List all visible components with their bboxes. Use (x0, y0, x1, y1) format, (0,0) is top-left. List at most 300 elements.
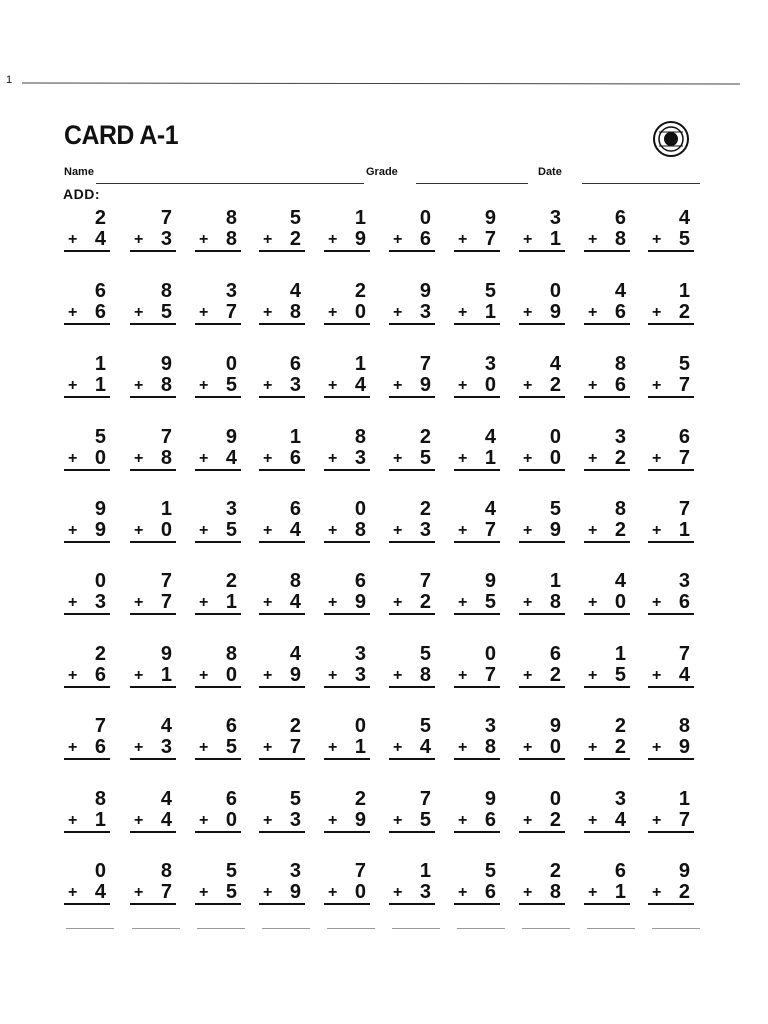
sum-rule (648, 469, 694, 471)
sum-rule (584, 469, 630, 471)
plus-sign: + (199, 739, 209, 756)
addition-problem (389, 861, 443, 921)
addend-top: 0 (549, 426, 561, 448)
plus-sign: + (523, 231, 533, 248)
plus-sign: + (393, 884, 403, 901)
addition-problem (130, 208, 184, 268)
sum-rule (389, 469, 435, 471)
sum-rule (389, 758, 435, 760)
plus-sign: + (652, 522, 662, 539)
sum-rule (259, 541, 305, 543)
plus-sign: + (263, 522, 273, 539)
addition-problem (648, 571, 702, 631)
addend-top: 4 (484, 426, 496, 448)
addend-bottom: 2 (614, 519, 626, 541)
addition-problem (584, 861, 638, 921)
addend-top: 4 (289, 280, 301, 302)
plus-sign: + (523, 450, 533, 467)
addend-bottom: 0 (354, 301, 366, 323)
addend-bottom: 8 (160, 447, 172, 469)
addend-top: 1 (94, 353, 106, 375)
sum-rule (130, 541, 176, 543)
plus-sign: + (523, 594, 533, 611)
plus-sign: + (328, 304, 338, 321)
addend-bottom: 9 (354, 809, 366, 831)
addend-bottom: 6 (94, 664, 106, 686)
addend-bottom: 5 (225, 519, 237, 541)
card-title: CARD A-1 (64, 120, 179, 150)
addend-top: 9 (94, 498, 106, 520)
addition-problem (195, 716, 249, 776)
sum-rule (195, 613, 241, 615)
addend-top: 3 (354, 643, 366, 665)
plus-sign: + (68, 304, 78, 321)
answer-line (327, 928, 375, 929)
addend-bottom: 1 (94, 374, 106, 396)
addend-top: 2 (94, 207, 106, 229)
addition-problem (648, 716, 702, 776)
addition-problem (584, 789, 638, 849)
addend-top: 6 (289, 353, 301, 375)
plus-sign: + (328, 884, 338, 901)
sum-rule (195, 469, 241, 471)
plus-sign: + (588, 304, 598, 321)
addition-problem (454, 789, 508, 849)
addend-top: 2 (354, 788, 366, 810)
plus-sign: + (588, 231, 598, 248)
addend-top: 4 (289, 643, 301, 665)
plus-sign: + (134, 377, 144, 394)
addend-bottom: 2 (614, 447, 626, 469)
sum-rule (389, 831, 435, 833)
addition-problem (64, 281, 118, 341)
addend-bottom: 8 (225, 228, 237, 250)
addend-top: 5 (94, 426, 106, 448)
addend-top: 6 (94, 280, 106, 302)
addition-problem (454, 644, 508, 704)
plus-sign: + (199, 231, 209, 248)
addend-top: 1 (549, 570, 561, 592)
sum-rule (324, 758, 370, 760)
addend-top: 3 (289, 860, 301, 882)
plus-sign: + (328, 812, 338, 829)
addend-bottom: 9 (419, 374, 431, 396)
addend-top: 0 (94, 570, 106, 592)
plus-sign: + (652, 739, 662, 756)
sum-rule (130, 903, 176, 905)
sum-rule (389, 323, 435, 325)
answer-line (392, 928, 440, 929)
addend-top: 5 (419, 643, 431, 665)
addend-top: 2 (419, 498, 431, 520)
addend-top: 6 (289, 498, 301, 520)
sum-rule (195, 758, 241, 760)
addend-top: 6 (354, 570, 366, 592)
addition-problem (259, 354, 313, 414)
addend-top: 1 (354, 353, 366, 375)
addend-bottom: 7 (225, 301, 237, 323)
sum-rule (195, 323, 241, 325)
addition-problem (454, 716, 508, 776)
addend-bottom: 7 (678, 809, 690, 831)
addend-top: 7 (419, 788, 431, 810)
addend-bottom: 2 (289, 228, 301, 250)
addend-top: 4 (678, 207, 690, 229)
sum-rule (519, 903, 565, 905)
addend-bottom: 5 (614, 664, 626, 686)
addend-bottom: 9 (678, 736, 690, 758)
addition-problem (519, 716, 573, 776)
addend-top: 8 (614, 498, 626, 520)
addend-top: 6 (225, 715, 237, 737)
sum-rule (519, 396, 565, 398)
page-corner-mark: 1 (6, 74, 13, 86)
sum-rule (130, 831, 176, 833)
addend-top: 2 (289, 715, 301, 737)
addend-top: 5 (484, 280, 496, 302)
addition-problem (130, 789, 184, 849)
addend-bottom: 3 (354, 447, 366, 469)
plus-sign: + (68, 450, 78, 467)
addend-bottom: 3 (354, 664, 366, 686)
plus-sign: + (588, 739, 598, 756)
addend-bottom: 3 (289, 809, 301, 831)
addend-bottom: 9 (354, 228, 366, 250)
plus-sign: + (393, 594, 403, 611)
addition-problem (259, 716, 313, 776)
answer-line (197, 928, 245, 929)
addend-top: 8 (225, 207, 237, 229)
addend-bottom: 4 (354, 374, 366, 396)
sum-rule (64, 613, 110, 615)
plus-sign: + (134, 304, 144, 321)
addition-problem (324, 716, 378, 776)
plus-sign: + (68, 594, 78, 611)
addend-bottom: 0 (94, 447, 106, 469)
plus-sign: + (458, 522, 468, 539)
addition-problem (389, 716, 443, 776)
sum-rule (324, 250, 370, 252)
addend-bottom: 7 (484, 519, 496, 541)
addend-top: 0 (94, 860, 106, 882)
addend-bottom: 3 (94, 591, 106, 613)
addition-problem (259, 281, 313, 341)
addition-problem (259, 427, 313, 487)
plus-sign: + (263, 739, 273, 756)
addend-bottom: 6 (678, 591, 690, 613)
sum-rule (130, 469, 176, 471)
plus-sign: + (328, 231, 338, 248)
addition-problem (130, 281, 184, 341)
addition-problem (584, 208, 638, 268)
addition-problem (519, 354, 573, 414)
addend-top: 5 (484, 860, 496, 882)
addend-bottom: 8 (549, 591, 561, 613)
plus-sign: + (458, 304, 468, 321)
plus-sign: + (263, 667, 273, 684)
sum-rule (259, 323, 305, 325)
addition-problem (195, 571, 249, 631)
addend-top: 9 (160, 353, 172, 375)
addition-problem (324, 354, 378, 414)
sum-rule (324, 903, 370, 905)
addend-bottom: 7 (484, 228, 496, 250)
addend-bottom: 1 (160, 664, 172, 686)
plus-sign: + (523, 377, 533, 394)
sum-rule (130, 686, 176, 688)
plus-sign: + (588, 667, 598, 684)
addend-bottom: 6 (289, 447, 301, 469)
sum-rule (324, 686, 370, 688)
sum-rule (130, 250, 176, 252)
addend-bottom: 5 (419, 809, 431, 831)
addition-problem (324, 644, 378, 704)
plus-sign: + (263, 450, 273, 467)
answer-line (66, 928, 114, 929)
addend-bottom: 5 (225, 881, 237, 903)
addend-top: 8 (678, 715, 690, 737)
addend-top: 2 (419, 426, 431, 448)
addend-bottom: 5 (678, 228, 690, 250)
sum-rule (454, 758, 500, 760)
addend-bottom: 3 (419, 301, 431, 323)
addend-bottom: 6 (614, 301, 626, 323)
sum-rule (64, 323, 110, 325)
addend-bottom: 8 (549, 881, 561, 903)
sum-rule (130, 758, 176, 760)
addend-top: 5 (289, 788, 301, 810)
plus-sign: + (458, 377, 468, 394)
plus-sign: + (393, 522, 403, 539)
plus-sign: + (134, 522, 144, 539)
plus-sign: + (68, 812, 78, 829)
addend-bottom: 5 (225, 374, 237, 396)
addend-bottom: 1 (94, 809, 106, 831)
addend-bottom: 3 (419, 519, 431, 541)
addend-top: 5 (419, 715, 431, 737)
sum-rule (584, 831, 630, 833)
sum-rule (324, 323, 370, 325)
sum-rule (519, 686, 565, 688)
sum-rule (195, 686, 241, 688)
addend-top: 9 (419, 280, 431, 302)
addition-problem (648, 354, 702, 414)
addend-top: 1 (419, 860, 431, 882)
addition-problem (584, 354, 638, 414)
addition-problem (259, 861, 313, 921)
sum-rule (584, 758, 630, 760)
plus-sign: + (458, 667, 468, 684)
addition-problem (519, 427, 573, 487)
plus-sign: + (263, 304, 273, 321)
addition-problem (389, 354, 443, 414)
plus-sign: + (523, 304, 533, 321)
addend-top: 0 (549, 788, 561, 810)
plus-sign: + (588, 594, 598, 611)
sum-rule (389, 686, 435, 688)
sum-rule (648, 831, 694, 833)
addend-bottom: 9 (289, 664, 301, 686)
addition-problem (195, 427, 249, 487)
plus-sign: + (393, 812, 403, 829)
addend-bottom: 6 (614, 374, 626, 396)
sum-rule (584, 396, 630, 398)
plus-sign: + (199, 450, 209, 467)
addend-top: 1 (354, 207, 366, 229)
plus-sign: + (652, 231, 662, 248)
addend-bottom: 2 (549, 374, 561, 396)
plus-sign: + (328, 594, 338, 611)
addition-problem (64, 427, 118, 487)
addition-problem (584, 499, 638, 559)
addend-top: 2 (354, 280, 366, 302)
addend-bottom: 6 (94, 301, 106, 323)
addend-top: 9 (484, 207, 496, 229)
addend-bottom: 6 (419, 228, 431, 250)
addend-top: 2 (94, 643, 106, 665)
sum-rule (584, 250, 630, 252)
plus-sign: + (68, 377, 78, 394)
addend-bottom: 6 (484, 881, 496, 903)
addend-top: 3 (484, 715, 496, 737)
addend-bottom: 1 (484, 447, 496, 469)
sum-rule (259, 831, 305, 833)
addition-problem (389, 644, 443, 704)
addition-problem (584, 427, 638, 487)
plus-sign: + (588, 377, 598, 394)
addition-problem (130, 499, 184, 559)
addend-bottom: 8 (419, 664, 431, 686)
addend-top: 1 (678, 788, 690, 810)
sum-rule (454, 396, 500, 398)
plus-sign: + (134, 667, 144, 684)
plus-sign: + (263, 812, 273, 829)
addend-bottom: 2 (549, 664, 561, 686)
addend-bottom: 1 (484, 301, 496, 323)
sum-rule (648, 250, 694, 252)
addend-top: 4 (614, 280, 626, 302)
addend-top: 3 (614, 426, 626, 448)
plus-sign: + (393, 231, 403, 248)
addend-top: 4 (549, 353, 561, 375)
addend-top: 8 (94, 788, 106, 810)
sum-rule (389, 396, 435, 398)
plus-sign: + (652, 594, 662, 611)
addend-bottom: 7 (678, 374, 690, 396)
plus-sign: + (458, 594, 468, 611)
addition-problem (519, 789, 573, 849)
addition-problem (584, 716, 638, 776)
sum-rule (584, 903, 630, 905)
addition-problem (64, 861, 118, 921)
addend-top: 4 (614, 570, 626, 592)
addition-problem (519, 499, 573, 559)
addend-top: 9 (678, 860, 690, 882)
answer-line (132, 928, 180, 929)
plus-sign: + (199, 594, 209, 611)
addend-bottom: 5 (484, 591, 496, 613)
sum-rule (259, 613, 305, 615)
sum-rule (64, 686, 110, 688)
addend-top: 8 (614, 353, 626, 375)
addend-bottom: 8 (354, 519, 366, 541)
addition-problem (64, 208, 118, 268)
addend-top: 7 (354, 860, 366, 882)
plus-sign: + (328, 450, 338, 467)
addition-problem (64, 354, 118, 414)
sum-rule (324, 541, 370, 543)
addend-bottom: 9 (549, 519, 561, 541)
sum-rule (195, 396, 241, 398)
addition-problem (454, 427, 508, 487)
plus-sign: + (199, 377, 209, 394)
sum-rule (519, 250, 565, 252)
sum-rule (454, 541, 500, 543)
addend-bottom: 2 (614, 736, 626, 758)
plus-sign: + (652, 304, 662, 321)
addition-problem (454, 571, 508, 631)
plus-sign: + (458, 812, 468, 829)
plus-sign: + (458, 231, 468, 248)
addition-problem (648, 281, 702, 341)
sum-rule (259, 250, 305, 252)
addend-top: 3 (225, 280, 237, 302)
plus-sign: + (68, 231, 78, 248)
sum-rule (324, 396, 370, 398)
sum-rule (648, 323, 694, 325)
sum-rule (648, 903, 694, 905)
addend-top: 9 (160, 643, 172, 665)
plus-sign: + (458, 739, 468, 756)
sum-rule (519, 613, 565, 615)
addend-top: 2 (225, 570, 237, 592)
addition-problem (454, 499, 508, 559)
plus-sign: + (199, 522, 209, 539)
addend-bottom: 3 (160, 736, 172, 758)
addend-top: 5 (289, 207, 301, 229)
sum-rule (195, 831, 241, 833)
sum-rule (519, 469, 565, 471)
addend-top: 7 (160, 570, 172, 592)
plus-sign: + (458, 450, 468, 467)
addend-top: 9 (549, 715, 561, 737)
addend-bottom: 8 (160, 374, 172, 396)
plus-sign: + (263, 231, 273, 248)
sum-rule (324, 613, 370, 615)
addition-problem (259, 571, 313, 631)
addition-problem (648, 644, 702, 704)
addition-problem (389, 499, 443, 559)
addition-problem (519, 208, 573, 268)
addend-bottom: 3 (289, 374, 301, 396)
addend-top: 7 (160, 426, 172, 448)
addend-top: 3 (484, 353, 496, 375)
date-label: Date (538, 166, 562, 178)
addend-top: 4 (160, 715, 172, 737)
addend-bottom: 4 (94, 881, 106, 903)
addend-top: 0 (354, 498, 366, 520)
plus-sign: + (134, 739, 144, 756)
addend-bottom: 9 (94, 519, 106, 541)
sum-rule (519, 831, 565, 833)
addition-problem (130, 644, 184, 704)
addend-top: 5 (225, 860, 237, 882)
addition-problem (648, 499, 702, 559)
addend-bottom: 8 (614, 228, 626, 250)
name-label: Name (64, 166, 94, 178)
sum-rule (584, 323, 630, 325)
sum-rule (454, 613, 500, 615)
